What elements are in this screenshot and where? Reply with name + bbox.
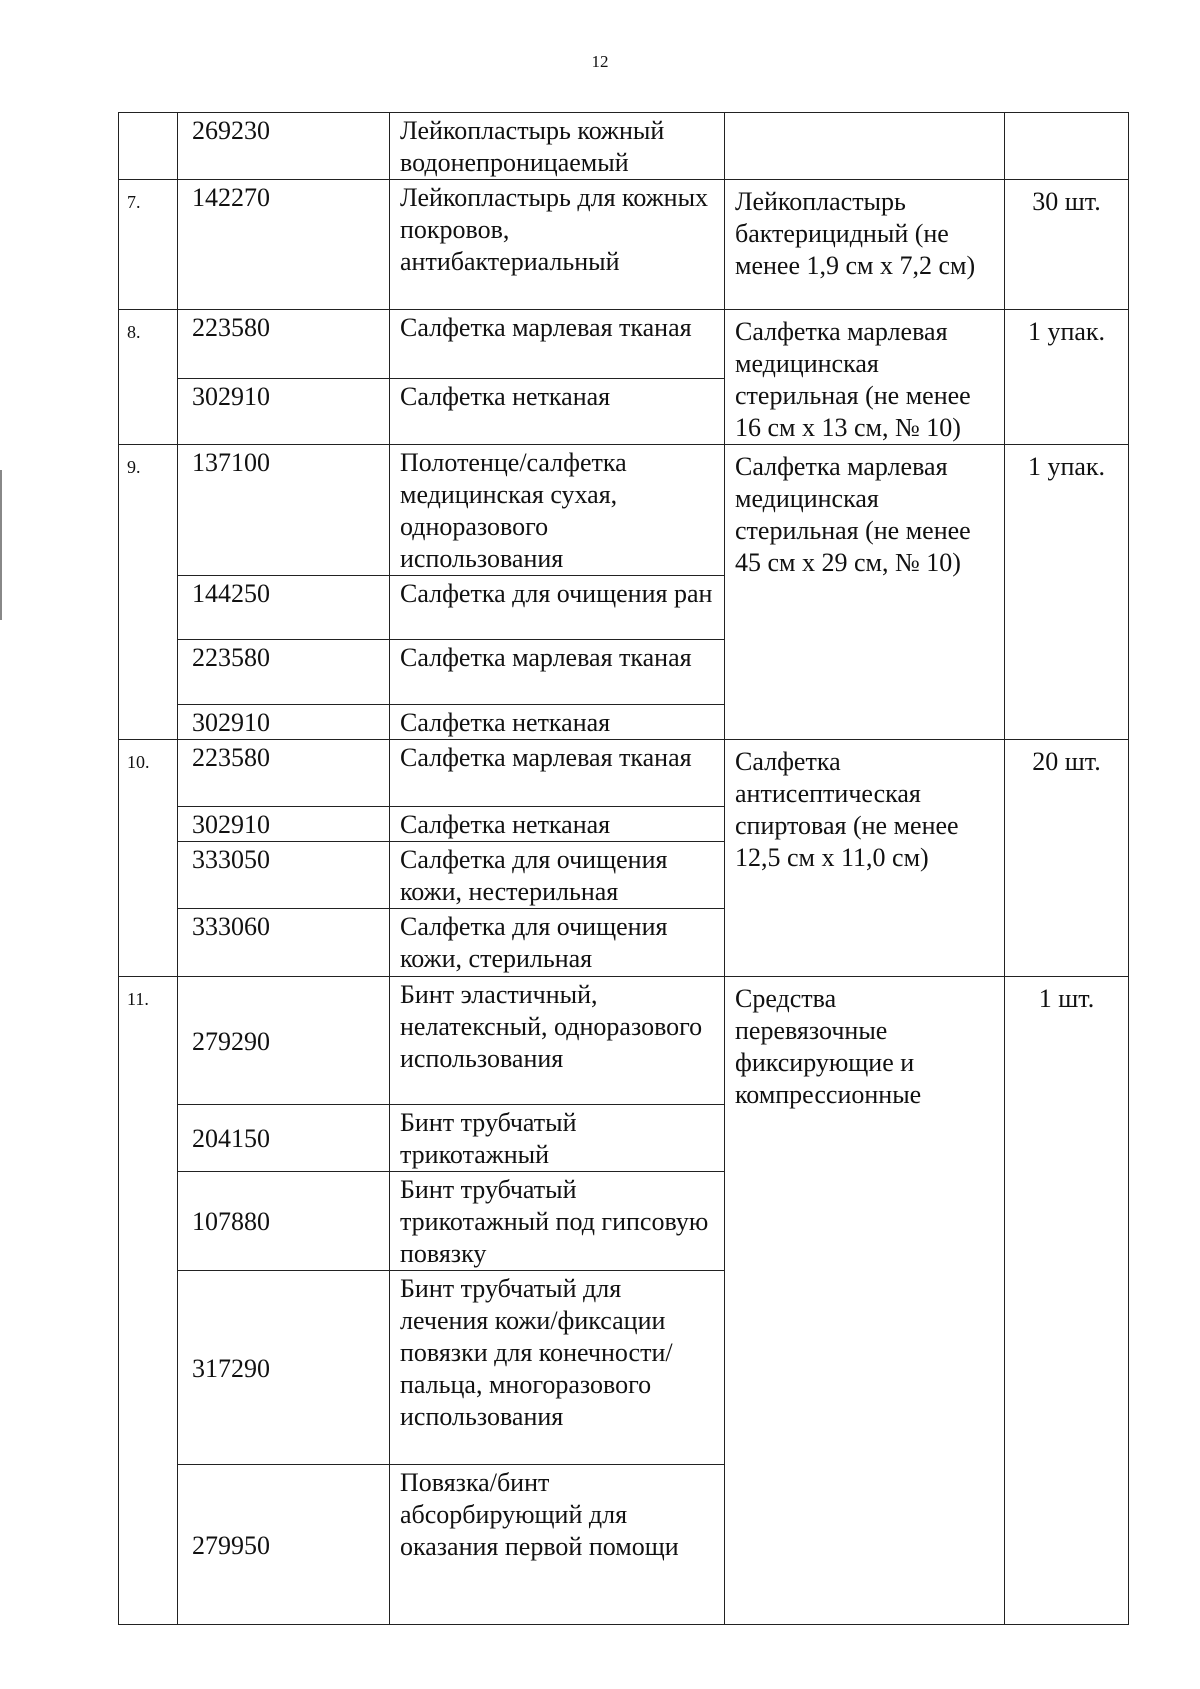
table-row [119, 310, 1129, 379]
item-quantity: 30 шт. [1005, 180, 1129, 310]
item-description: Салфетка антисептическая спиртовая (не менее 12,5 см х 11,0 см) [725, 740, 1005, 977]
item-quantity [1005, 113, 1129, 180]
item-description: Салфетка марлевая медицинская стерильная (не менее 16 см х 13 см, № 10) [725, 310, 1005, 445]
item-name: Бинт трубчатый для лечения кожи/фиксации повязки для конечности/пальца, многоразового использования [390, 1271, 725, 1465]
item-name: Лейкопластырь кожный водонепроницаемый [390, 113, 725, 180]
item-quantity: 1 шт. [1005, 977, 1129, 1625]
item-quantity: 1 упак. [1005, 445, 1129, 740]
item-code: 302910 [178, 378, 390, 444]
row-number: 11. [119, 977, 178, 1625]
item-description [725, 113, 1005, 180]
item-description: Лейкопластырь бактерицидный (не менее 1,9 см х 7,2 см) [725, 180, 1005, 310]
item-code: 269230 [178, 113, 390, 180]
item-code: 223580 [178, 310, 390, 379]
item-description: Средства перевязочные фиксирующие и компрессионные [725, 977, 1005, 1625]
scan-edge-mark [0, 470, 2, 620]
item-name: Полотенце/салфетка медицинская сухая, одноразового использования [390, 445, 725, 576]
item-description: Салфетка марлевая медицинская стерильная (не менее 45 см х 29 см, № 10) [725, 445, 1005, 740]
row-number: 10. [119, 740, 178, 977]
table-row [119, 445, 1129, 576]
item-code: 333060 [178, 909, 390, 977]
row-number: 7. [119, 180, 178, 310]
row-number [119, 113, 178, 180]
item-name: Лейкопластырь для кожных покровов, антибактериальный [390, 180, 725, 310]
page-number: 12 [591, 52, 609, 71]
item-code: 107880 [178, 1172, 390, 1271]
item-code: 317290 [178, 1271, 390, 1465]
item-quantity: 1 упак. [1005, 310, 1129, 445]
item-code: 302910 [178, 705, 390, 740]
table-row [119, 977, 1129, 1105]
table-row [119, 113, 1129, 180]
item-code: 279950 [178, 1465, 390, 1625]
item-name: Салфетка нетканая [390, 378, 725, 444]
item-code: 302910 [178, 807, 390, 842]
row-number: 8. [119, 310, 178, 445]
row-number: 9. [119, 445, 178, 740]
medical-supplies-table [118, 112, 1129, 1625]
item-quantity: 20 шт. [1005, 740, 1129, 977]
item-name: Салфетка нетканая [390, 705, 725, 740]
item-code: 279290 [178, 977, 390, 1105]
item-name: Салфетка марлевая тканая [390, 640, 725, 705]
table-row [119, 740, 1129, 807]
item-code: 223580 [178, 640, 390, 705]
item-name: Салфетка нетканая [390, 807, 725, 842]
item-name: Повязка/бинт абсорбирующий для оказания первой помощи [390, 1465, 725, 1625]
table-row [119, 180, 1129, 310]
item-code: 142270 [178, 180, 390, 310]
item-name: Салфетка для очищения кожи, стерильная [390, 909, 725, 977]
item-code: 204150 [178, 1105, 390, 1172]
item-name: Салфетка марлевая тканая [390, 310, 725, 379]
item-name: Бинт эластичный, нелатексный, одноразового использования [390, 977, 725, 1105]
item-code: 144250 [178, 576, 390, 640]
item-code: 223580 [178, 740, 390, 807]
item-name: Бинт трубчатый трикотажный [390, 1105, 725, 1172]
item-code: 333050 [178, 842, 390, 909]
item-code: 137100 [178, 445, 390, 576]
item-name: Салфетка для очищения ран [390, 576, 725, 640]
item-name: Салфетка для очищения кожи, нестерильная [390, 842, 725, 909]
item-name: Салфетка марлевая тканая [390, 740, 725, 807]
item-name: Бинт трубчатый трикотажный под гипсовую повязку [390, 1172, 725, 1271]
